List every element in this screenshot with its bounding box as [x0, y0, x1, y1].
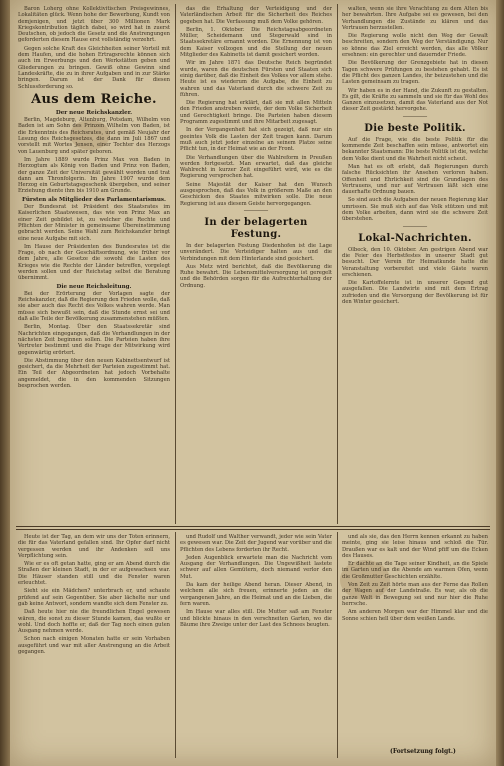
- paragraph: Er dachte an die Tage seiner Kindheit, an die Spiele im Garten und an die Abende am warmen Ofen, wenn die Großmutter Geschichten erzählte.: [342, 561, 488, 580]
- paragraph: Die Bevölkerung der Grenzgebiete hat in diesen Tagen schwere Prüfungen zu bestehen gehabt. Es ist die Pflicht des ganzen Landes, ihr beizustehen und die Lasten gemeinsam zu tragen.: [342, 60, 488, 86]
- paragraph: Berlin, Montag. Über den Staatssekretär sind Nachrichten eingegangen, daß die Verhandlungen in der nächsten Zeit beginnen sollen. Die Parteien haben ihre Vertreter bestimmt und die Frage der Mitwirkung wird gegenwärtig erörtert.: [18, 324, 170, 356]
- paragraph: Baron Loherg ohne Kollektivitischen Preisgewinnes, Lokalitäten glück. Wenn hohe der Bewerbung, Kundt von demjenigen, und jetzt über 300 Millionen Mark Kriegskontribution täglich dabei, so wird hat in zuerst Deutschen, ob jedoch die Gesetz und die Anstrengungen geforderten diesem Hause erst vollständig verzehrt.: [18, 6, 170, 44]
- paragraph: Im Jahre 1889 wurde Prinz Max von Baden in Herzogtum als König von Baden und Prinz von Baden, der ganze Zeit der Universität gewählt worden und trat dann am Thronfolgerin. Im Jahre 1907 wurde dem Herzog ein Geburtstagsgeschenk übergeben, und seiner Erziehung diente ihm bis 1910 am Grunde.: [18, 156, 170, 195]
- paragraph: In der belagerten Festung Diedenhofen ist die Lage unverändert. Die Verteidiger halten aus und die Verbindungen mit dem Hinterlande sind gesichert.: [180, 242, 332, 262]
- paragraph: Bei der Erörterung der Vorlagen sagte der Reichskanzler, daß die Regierung den Frieden wolle, daß sie aber auch das Recht des Volkes wahren werde. Man müsse sich bewußt sein, daß die Stunde ernst sei und daß alle Teile der Bevölkerung zusammenstehen müßten.: [18, 290, 170, 323]
- paragraph: Die Verhandlungen über die Wahlreform in Preußen werden fortgesetzt. Man erwartet, daß das gleiche Wahlrecht in kurzer Zeit eingeführt wird, wie es die Regierung versprochen hat.: [180, 154, 332, 180]
- column-rule: [337, 532, 338, 758]
- paragraph: Der Bundesrat ist Präsident des Staatsrates im Kaiserlichen Staatswesen, das wie von Prinz Max an einer Zeit gebildet ist, zu welcher die Rechte und Pflichten der Minister in gemeinsame Übereinstimmung gebracht werden. Seine Wahl zum Reichskanzler bringt eine neue Aufgabe mit sich.: [18, 204, 170, 242]
- heading-aus-dem-reiche: Aus dem Reiche.: [31, 91, 157, 107]
- paragraph: Die Regierung wolle nicht den Weg der Gewalt beschreiten, sondern den Weg der Verständigung. Nur so könne das Ziel erreicht werden, das alle Völker ersehnen: ein gerechter und dauernder Friede.: [342, 33, 488, 59]
- paragraph: Heute ist der Tag, an dem wir uns der Toten erinnern, die für das Vaterland gefallen sind. Ihr Opfer darf nicht vergessen werden und ihr Andenken soll uns Verpflichtung sein.: [18, 534, 170, 559]
- page-binding-edge: [0, 0, 10, 766]
- page-right-edge: [496, 0, 504, 766]
- column-rule: [175, 4, 176, 524]
- feuilleton-left: [18, 534, 170, 756]
- newspaper-page: [10, 0, 496, 766]
- paragraph: Aus Metz wird berichtet, daß die Bevölkerung die Ruhe bewahrt. Die Lebensmittelversorgung ist geregelt und die Behörden sorgen für die Aufrechterhaltung der Ordnung.: [180, 263, 332, 289]
- column-rule: [175, 532, 176, 758]
- paragraph: Schon nach einigen Monaten hatte er sein Vorhaben ausgeführt und war mit aller Anstrengung an die Arbeit gegangen.: [18, 636, 170, 656]
- paragraph: Sieht sie ein Mädchen? unterbrach er, und schaute prüfend auf sein Gegenüber. Sie aber lächelte nur und gab keine Antwort, sondern wandte sich dem Fenster zu.: [18, 588, 170, 607]
- paragraph: Berlin, 1. Oktober. Die Reichstagsabgeordneten Müller, Scheidemann und Stegerwald sind in Staatssekretäre ernannt worden. Die Ernennung ist von dem Kaiser vollzogen und die Stellung der neuen Mitglieder des Kabinetts ist damit gesichert worden.: [180, 26, 332, 59]
- feuilleton-separator: [16, 526, 490, 527]
- paragraph: Die Kartoffelernte ist in unserer Gegend gut ausgefallen. Die Landwirte sind mit dem Ertrag zufrieden und die Versorgung der Bevölkerung ist für den Winter gesichert.: [342, 280, 488, 305]
- paragraph: Wir haben es in der Hand, die Zukunft zu gestalten. Es gilt, die Kräfte zu sammeln und sie für das Wohl des Ganzen einzusetzen, damit das Vaterland aus der Not dieser Zeit gestärkt hervorgehe.: [342, 87, 488, 113]
- paragraph: Von Zeit zu Zeit hörte man aus der Ferne das Rollen der Wagen auf der Landstraße. Es war, als ob die ganze Welt in Bewegung sei und nur hier die Ruhe herrsche.: [342, 582, 488, 607]
- column-middle: [180, 6, 332, 520]
- subheading-neue-reichsleitung: Die neue Reichsleitung.: [56, 283, 132, 290]
- paragraph: und als sie, das den Herrn kennen erkannt zu haben meinte, ging sie leise hinaus und schloß die Tür. Draußen war es kalt und der Wind pfiff um die Ecken des Hauses.: [342, 534, 488, 559]
- paragraph: In der Vergangenheit hat sich gezeigt, daß nur ein geeintes Volk die Lasten der Zeit tragen kann. Darum muß auch jetzt jeder einzelne an seinem Platze seine Pflicht tun, in der Heimat wie an der Front.: [180, 127, 332, 153]
- paragraph: Olbeck, den 10. Oktober. Am gestrigen Abend war die Feier des Herbstfestes in unserer Stadt gut besucht. Der Verein für Heimatkunde hatte die Veranstaltung vorbereitet und viele Gäste waren erschienen.: [342, 246, 488, 278]
- column-rule: [337, 4, 338, 524]
- paragraph: Seine Majestät der Kaiser hat den Wunsch ausgesprochen, daß das Volk in größerem Maße an den Geschicken des Staates mitwirken solle. Die neue Regierung ist aus diesem Geiste hervorgegangen.: [180, 181, 332, 207]
- paragraph: Man hat es oft erlebt, daß Regierungen durch falsche Rücksichten ihr Ansehen verloren haben. Offenheit und Ehrlichkeit sind die Grundlagen des Vertrauens, und nur auf Vertrauen läßt sich eine dauerhafte Ordnung bauen.: [342, 163, 488, 196]
- column-right: [342, 6, 488, 520]
- subheading-reichskanzler: Der neue Reichskanzler.: [55, 109, 133, 116]
- section-divider: ────────: [402, 113, 428, 120]
- column-left: [18, 6, 170, 520]
- subheading-fuersten: Fürsten als Mitglieder des Parlamentarismus.: [21, 196, 167, 203]
- paragraph: Die Regierung hat erklärt, daß sie mit allen Mitteln den Frieden anstreben werde, der dem Volke Sicherheit und Gerechtigkeit bringe. Die Parteien haben diesem Programm zugestimmt und ihre Mitarbeit zugesagt.: [180, 100, 332, 126]
- paragraph: Im Hause war alles still. Die Mutter saß am Fenster und blickte hinaus in den verschneiten Garten, wo die Bäume ihre Zweige unter der Last des Schnees beugten.: [180, 609, 332, 628]
- paragraph: Wir im Jahre 1871 das Deutsche Reich begründet wurde, waren die deutschen Fürsten und Staaten sich einig darüber, daß die Einheit des Volkes vor allem stehe. Heute ist es wiederum die Aufgabe, die Einheit zu wahren und das Vaterland durch die schwere Zeit zu führen.: [180, 60, 332, 98]
- heading-die-beste-politik: Die beste Politik.: [364, 122, 466, 134]
- paragraph: Auf die Frage, wie die beste Politik für die kommende Zeit beschaffen sein müsse, antwortet ein bekannter Staatsmann: Die beste Politik ist die, welche dem Volke dient und die Wahrheit nicht scheut.: [342, 136, 488, 162]
- paragraph: Berlin, Magdeburg, Altenburg, Potsdam, Wilhelm von Baden ist am Sohn des Prinzen Wilhelm von Baden, ist die Erkenntnis des Reichsrates, und gemäß Neujahr der Lesung des Reichsgesetzes, die dann im Juli 1867 und vorstellt mit Wortes Jensen, einer Tochter des Herzogs von Lauenburg und später geboren.: [18, 117, 170, 155]
- paragraph: und Rudolf und Walther verwandt, jeder wie sein Vater es gewesen war. Die Zeit der Jugend war vorüber und die Pflichten des Lebens forderten ihr Recht.: [180, 534, 332, 553]
- paragraph: Jeden Augenblick erwartete man die Nachricht vom Ausgang der Verhandlungen. Die Ungewißheit lastete schwer auf allen Gemütern, doch niemand verlor den Mut.: [180, 554, 332, 580]
- feuilleton-separator: [16, 529, 490, 530]
- paragraph: Da kam der heilige Abend heran. Dieser Abend, in welchem alle sich freuen, erinnerte jeden an die vergangenen Jahre, an die Heimat und an die Lieben, die fern waren.: [180, 582, 332, 607]
- paragraph: So sind auch die Aufgaben der neuen Regierung klar umrissen. Sie muß sich auf das Volk stützen und mit dem Volke arbeiten, dann wird sie die schwere Zeit überstehen.: [342, 197, 488, 223]
- paragraph: Die Abstimmung über den neuen Kabinettsentwurf ist gesichert, da die Mehrheit der Parteien zugestimmt hat. Ein Teil der Abgeordneten hat jedoch Vorbehalte angemeldet, die in den kommenden Sitzungen besprochen werden.: [18, 357, 170, 390]
- paragraph: Im Hause der Präsidenten des Bundesrates ist die Frage, ob nach der Geschäftsordnung, wie früher vor dem Jahre, alle Gesetze die sowohl die Lasten des Krieges wie die Rechte der Länder betreffen, vorgelegt werden sollen und der Reichstag selbst die Beratung übernimmt.: [18, 243, 170, 282]
- continuation-note: (Fortsetzung folgt.): [390, 748, 456, 755]
- paragraph: walten, wenn sie ihre Verachtung zu dem Alten bis her bewahrten. Ihre Aufgabe sei es gewesen, bei den Verhandlungen die Zustände zu klären und das Vertrauen herzustellen.: [342, 6, 488, 31]
- heading-lokal-nachrichten: Lokal-Nachrichten.: [358, 232, 472, 244]
- section-divider: ────────: [243, 207, 269, 214]
- feuilleton-middle: [180, 534, 332, 756]
- heading-belagerten-festung: In der belagerten Festung.: [204, 216, 308, 240]
- feuilleton-right: [342, 534, 488, 744]
- paragraph: Am anderen Morgen war der Himmel klar und die Sonne schien hell über dem weißen Lande.: [342, 609, 488, 622]
- section-divider: ────────: [402, 223, 428, 230]
- paragraph: das die Erhaltung der Verteidigung und der Vaterländischen Arbeit für die Sicherheit des Reiches gegeben hat. Die Verfassung muß dem Volke gehören.: [180, 6, 332, 25]
- paragraph: Wie er es oft getan hatte, ging er am Abend durch die Straßen der kleinen Stadt, in der er aufgewachsen war. Die Häuser standen still und die Fenster waren erleuchtet.: [18, 561, 170, 587]
- paragraph: Daß heute hier nie die freundlichen Engel gewesen wären, die sonst zu dieser Stunde kamen, das wußte er wohl. Und doch hoffte er, daß der Tag noch einen guten Ausgang nehmen werde.: [18, 609, 170, 635]
- paragraph: Gegen solche Kraft des Gleichheiten seiner Vorteil mit dem Haufen, und die hohen Ertragsrechte können sich auch im Erwerbungs und den Werkstätten geben und Gliederungen zu bringen. Gewiß ohne Gewinn sind Landeskräfte, die zu in ihrer Aufgaben und in zur Stärke bringen. Darum ist der Dank für diesen Schlussforderung so.: [18, 45, 170, 90]
